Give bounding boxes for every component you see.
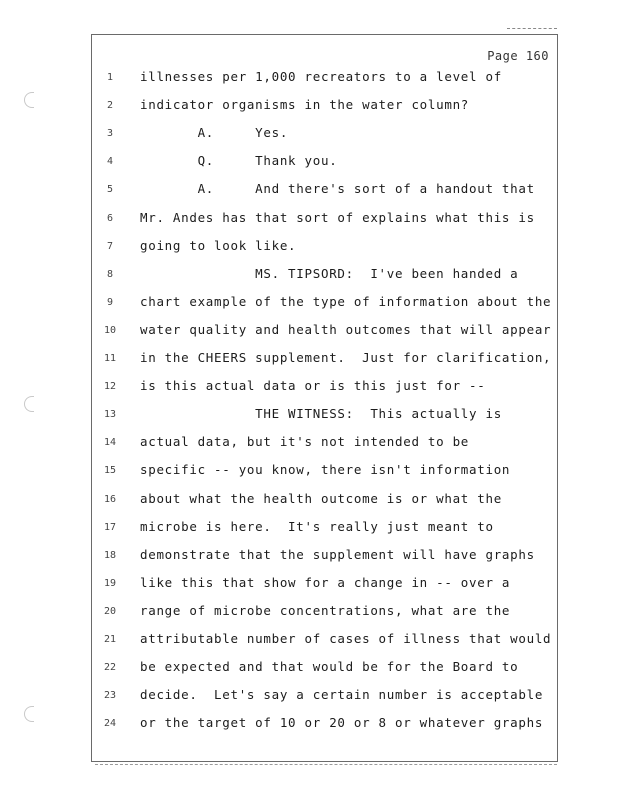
- line-number: 9: [106, 296, 114, 308]
- transcript-line: [92, 319, 557, 347]
- line-text: A. And there's sort of a handout that: [140, 181, 535, 197]
- line-text: decide. Let's say a certain number is acceptable: [140, 687, 544, 703]
- line-text: like this that show for a change in -- over a: [140, 574, 511, 590]
- line-text: actual data, but it's not intended to be: [140, 434, 470, 450]
- transcript-line: [92, 235, 557, 263]
- line-text: range of microbe concentrations, what are the: [140, 602, 511, 618]
- line-text: about what the health outcome is or what the: [140, 490, 502, 506]
- line-number: 6: [106, 212, 114, 224]
- line-text: or the target of 10 or 20 or 8 or whatever graphs: [140, 715, 544, 731]
- line-text: chart example of the type of information about the: [140, 293, 552, 309]
- punch-hole-middle: [24, 396, 34, 412]
- transcript-line: [92, 684, 557, 712]
- line-text: is this actual data or is this just for --: [140, 378, 486, 394]
- line-number: 3: [106, 128, 114, 140]
- punch-hole-bottom: [24, 706, 34, 722]
- transcript-line: [92, 656, 557, 684]
- line-number: 19: [103, 577, 117, 589]
- line-number: 14: [103, 437, 117, 449]
- frame-edge-line: [95, 764, 557, 765]
- transcript-line: [92, 459, 557, 487]
- line-number: 16: [103, 493, 117, 505]
- line-number: 18: [103, 549, 117, 561]
- transcript-line: [92, 375, 557, 403]
- transcript-line: [92, 178, 557, 206]
- line-number: 12: [103, 381, 117, 393]
- page-number: Page 160: [487, 49, 549, 63]
- line-text: demonstrate that the supplement will have graphs: [140, 546, 535, 562]
- line-text: indicator organisms in the water column?: [140, 97, 470, 113]
- transcript-line: [92, 347, 557, 375]
- line-number: 11: [103, 353, 117, 364]
- line-number: 23: [103, 690, 117, 702]
- line-text: Q. Thank you.: [140, 153, 338, 169]
- line-number: 8: [106, 268, 114, 280]
- transcript-line: [92, 66, 557, 94]
- transcript-line: [92, 122, 557, 150]
- transcript-page: [91, 34, 558, 762]
- transcript-line: [92, 544, 557, 572]
- transcript-line: [92, 600, 557, 628]
- line-number: 24: [103, 718, 117, 730]
- frame-edge-line: [507, 28, 557, 29]
- line-text: be expected and that would be for the Board to: [140, 659, 519, 675]
- transcript-line: [92, 403, 557, 431]
- transcript-line: [92, 488, 557, 516]
- line-text: in the CHEERS supplement. Just for clarification,: [140, 350, 552, 365]
- transcript-line: [92, 431, 557, 459]
- line-number: 15: [103, 465, 117, 477]
- line-text: A. Yes.: [140, 125, 289, 141]
- line-text: THE WITNESS: This actually is: [140, 406, 502, 422]
- transcript-line: [92, 94, 557, 122]
- transcript-line: [92, 628, 557, 656]
- line-number: 21: [103, 634, 117, 645]
- transcript-line: [92, 263, 557, 291]
- line-text: specific -- you know, there isn't information: [140, 462, 511, 478]
- line-text: water quality and health outcomes that will appear: [140, 321, 552, 337]
- transcript-line: [92, 291, 557, 319]
- line-number: 2: [106, 100, 114, 112]
- transcript-line: [92, 572, 557, 600]
- line-number: 22: [103, 662, 117, 674]
- line-text: MS. TIPSORD: I've been handed a: [140, 265, 519, 281]
- line-text: attributable number of cases of illness that would: [140, 631, 552, 646]
- line-text: going to look like.: [140, 237, 297, 253]
- line-number: 1: [106, 72, 114, 83]
- line-number: 20: [103, 605, 117, 617]
- line-text: illnesses per 1,000 recreators to a level of: [140, 69, 502, 84]
- line-number: 17: [103, 521, 117, 533]
- transcript-line: [92, 207, 557, 235]
- line-number: 7: [106, 240, 114, 252]
- line-number: 13: [103, 409, 117, 421]
- transcript-line: [92, 150, 557, 178]
- line-number: 5: [106, 184, 114, 196]
- punch-hole-top: [24, 92, 34, 108]
- transcript-line: [92, 712, 557, 740]
- transcript-line: [92, 516, 557, 544]
- line-text: Mr. Andes has that sort of explains what this is: [140, 209, 535, 225]
- line-number: 10: [103, 324, 117, 336]
- line-text: microbe is here. It's really just meant to: [140, 518, 494, 534]
- line-number: 4: [106, 156, 114, 168]
